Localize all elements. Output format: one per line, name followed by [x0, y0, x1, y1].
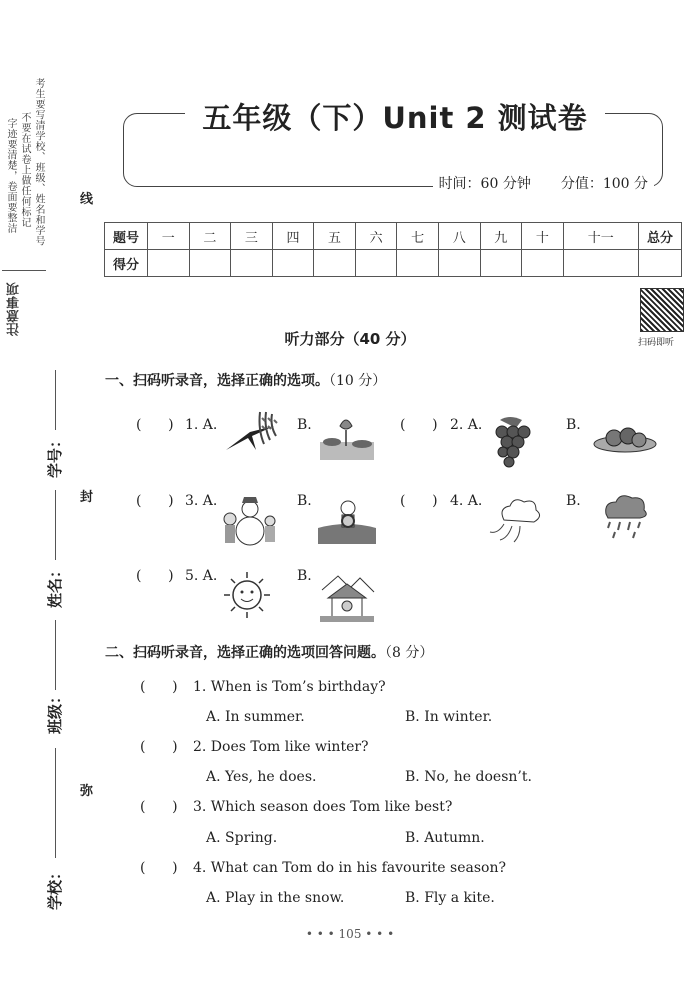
question-4: 4. What can Tom do in his favourite season?	[193, 860, 506, 876]
part2-points: （8 分）	[385, 645, 434, 661]
score-cell[interactable]	[272, 250, 314, 277]
score-table-col: 五	[314, 223, 356, 250]
score-table-row-label: 得分	[105, 250, 148, 277]
child-sea-icon[interactable]	[318, 494, 376, 544]
notice-line-1: 考生要写清学校、班级、姓名和学号	[33, 78, 44, 246]
answer-blank[interactable]: ( )	[140, 860, 178, 876]
school-line[interactable]	[55, 748, 56, 858]
item-2-b: B.	[566, 417, 581, 433]
swallow-willow-icon[interactable]	[222, 410, 280, 460]
part2-heading	[105, 642, 433, 662]
answer-blank[interactable]: ( )	[400, 417, 438, 433]
answer-blank[interactable]: ( )	[136, 417, 174, 433]
house-mountain-icon[interactable]	[318, 570, 376, 624]
score-table	[104, 222, 682, 277]
answer-blank[interactable]: ( )	[140, 739, 178, 755]
score-table-col: 七	[397, 223, 439, 250]
answer-blank[interactable]: ( )	[140, 679, 178, 695]
score-cell[interactable]	[480, 250, 522, 277]
windy-cloud-icon[interactable]	[488, 494, 546, 544]
item-4-a: 4. A.	[450, 493, 483, 509]
score-cell[interactable]	[314, 250, 356, 277]
question-1: 1. When is Tom’s birthday?	[193, 679, 386, 695]
notice-line-2: 不要在试卷上做任何标记	[19, 112, 30, 228]
score-cell[interactable]	[397, 250, 439, 277]
section-title: 听力部分（40 分）	[284, 330, 416, 348]
school-label: 学校：	[46, 864, 64, 910]
score-cell[interactable]	[438, 250, 480, 277]
score-table-row-label: 题号	[105, 223, 148, 250]
page-number-dots-right: • • •	[365, 927, 395, 941]
name-line[interactable]	[55, 490, 56, 560]
student-id-label: 学号：	[46, 432, 64, 478]
item-1-a: 1. A.	[185, 417, 218, 433]
lotus-pond-icon[interactable]	[318, 412, 376, 462]
page-title: 五年级（下）Unit 2 测试卷	[185, 96, 605, 137]
exam-score: 分值：100 分	[560, 176, 648, 192]
exam-time: 时间：60 分钟	[438, 176, 531, 192]
notice-line-3: 字迹要清楚，卷面要整洁	[5, 118, 16, 234]
item-5-b: B.	[297, 568, 312, 584]
score-table-col: 四	[272, 223, 314, 250]
part2-heading-text: 二、扫码听录音，选择正确的选项回答问题。	[105, 645, 385, 661]
score-table-col: 二	[189, 223, 231, 250]
page-number-value: 105	[338, 927, 362, 941]
score-cell[interactable]	[355, 250, 397, 277]
question-3: 3. Which season does Tom like best?	[193, 799, 453, 815]
item-1-b: B.	[297, 417, 312, 433]
item-2-a: 2. A.	[450, 417, 483, 433]
score-cell[interactable]	[189, 250, 231, 277]
apples-plate-icon[interactable]	[592, 418, 658, 468]
question-1-option-b: B. In winter.	[405, 709, 493, 725]
question-2-option-b: B. No, he doesn’t.	[405, 769, 532, 785]
score-table-col: 一	[148, 223, 190, 250]
sun-icon[interactable]	[218, 570, 276, 620]
rain-cloud-icon[interactable]	[596, 492, 654, 542]
score-cell[interactable]	[231, 250, 273, 277]
answer-blank[interactable]: ( )	[400, 493, 438, 509]
score-table-col: 六	[355, 223, 397, 250]
binding-mark-mi: 弥	[80, 784, 94, 799]
question-4-option-b: B. Fly a kite.	[405, 890, 495, 906]
answer-blank[interactable]: ( )	[136, 493, 174, 509]
score-table-col: 十一	[563, 223, 638, 250]
score-table-total: 总分	[639, 223, 682, 250]
question-3-option-a: A. Spring.	[206, 830, 278, 846]
score-cell[interactable]	[563, 250, 638, 277]
student-id-line[interactable]	[55, 370, 56, 430]
score-table-col: 三	[231, 223, 273, 250]
question-3-option-b: B. Autumn.	[405, 830, 485, 846]
name-label: 姓名：	[46, 562, 64, 608]
score-table-header-row	[105, 223, 682, 250]
item-3-a: 3. A.	[185, 493, 218, 509]
item-4-b: B.	[566, 493, 581, 509]
exam-meta	[433, 173, 654, 193]
part1-heading-text: 一、扫码听录音，选择正确的选项。	[105, 373, 329, 389]
score-cell[interactable]	[522, 250, 564, 277]
part1-heading	[105, 370, 386, 390]
question-2-option-a: A. Yes, he does.	[206, 769, 317, 785]
binding-mark-xian: 线	[80, 192, 94, 207]
answer-blank[interactable]: ( )	[136, 568, 174, 584]
score-table-col: 八	[438, 223, 480, 250]
score-table-col: 十	[522, 223, 564, 250]
class-label: 班级：	[46, 688, 64, 734]
qr-code-icon[interactable]	[640, 288, 684, 332]
score-cell[interactable]	[148, 250, 190, 277]
notice-label: 注意事项	[7, 282, 22, 336]
class-line[interactable]	[55, 620, 56, 690]
part1-points: （10 分）	[329, 373, 387, 389]
score-table-col: 九	[480, 223, 522, 250]
score-cell[interactable]	[639, 250, 682, 277]
qr-caption: 扫码即听	[638, 338, 675, 348]
score-table-score-row	[105, 250, 682, 277]
grapes-icon[interactable]	[482, 414, 540, 472]
page-number	[0, 927, 700, 941]
margin-divider	[2, 270, 46, 271]
question-2: 2. Does Tom like winter?	[193, 739, 369, 755]
question-4-option-a: A. Play in the snow.	[206, 890, 345, 906]
question-1-option-a: A. In summer.	[206, 709, 305, 725]
page-number-dots-left: • • •	[305, 927, 335, 941]
snowman-children-icon[interactable]	[220, 495, 278, 551]
answer-blank[interactable]: ( )	[140, 799, 178, 815]
binding-mark-feng: 封	[80, 490, 94, 505]
item-5-a: 5. A.	[185, 568, 218, 584]
item-3-b: B.	[297, 493, 312, 509]
